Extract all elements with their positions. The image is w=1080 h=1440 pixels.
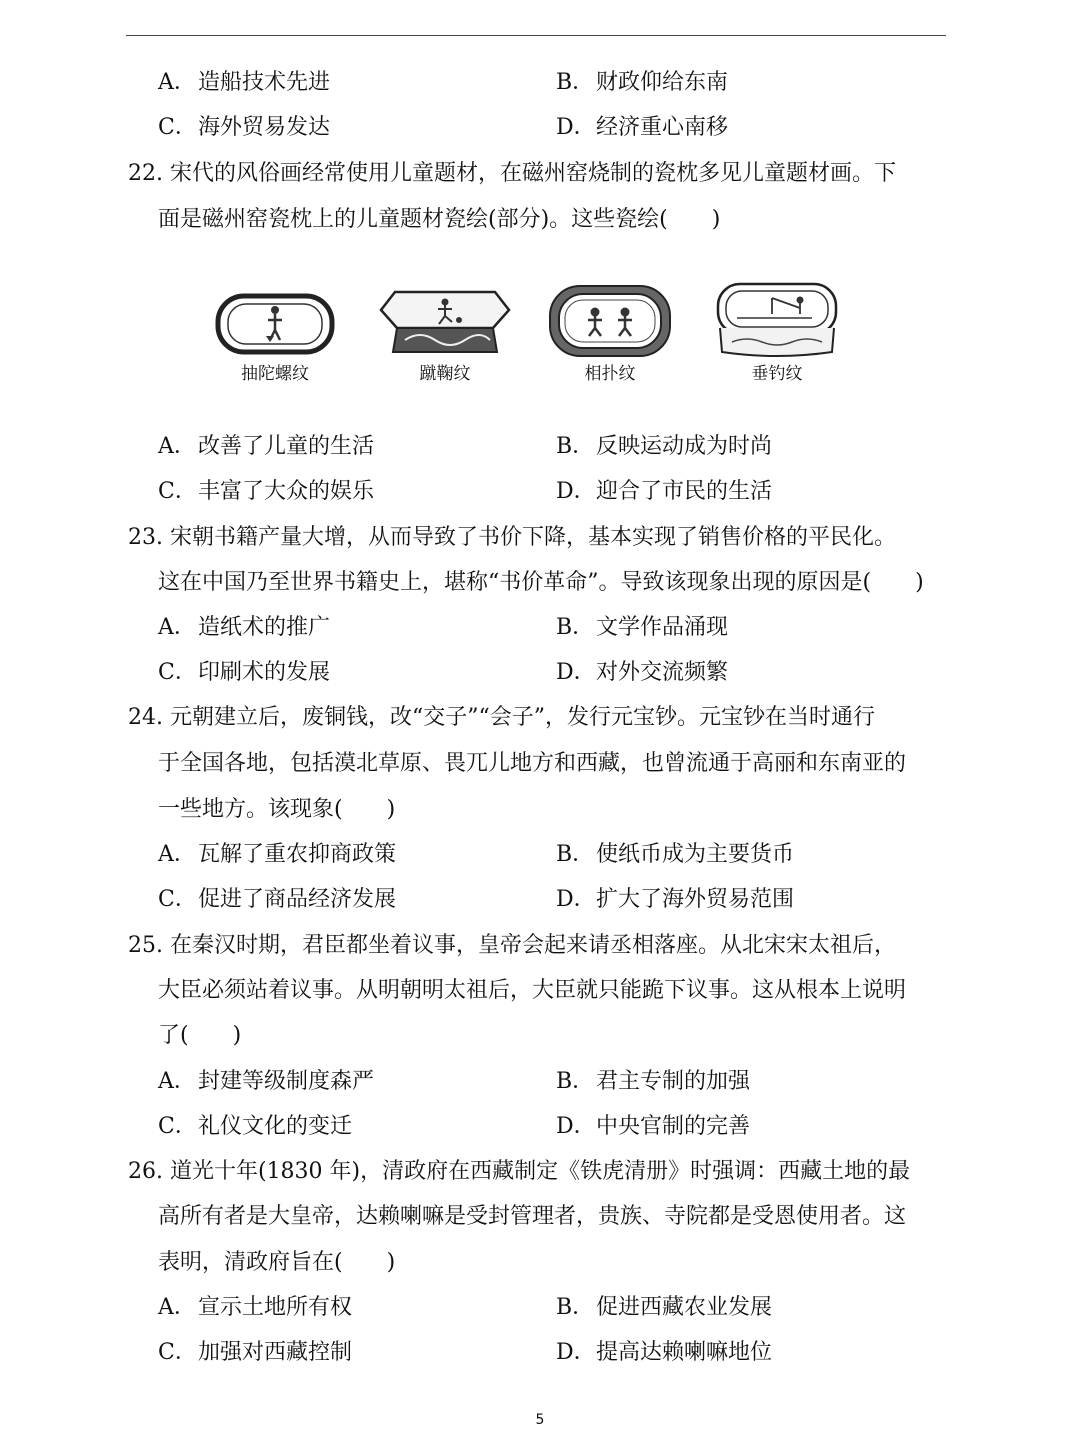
q22-option-d[interactable]: D．迎合了市民的生活	[556, 479, 773, 504]
q22-stem-line-2: 面是磁州窑瓷枕上的儿童题材瓷绘(部分)。这些瓷绘( )	[158, 207, 721, 232]
q25-option-a[interactable]: A．封建等级制度森严	[158, 1069, 375, 1094]
porcelain-pillow-figure	[200, 280, 860, 410]
q25-stem-line-2: 大臣必须站着议事。从明朝明太祖后，大臣就只能跪下议事。这从根本上说明	[158, 978, 907, 1003]
q26-stem-line-3: 表明，清政府旨在( )	[158, 1250, 396, 1275]
q25-option-d[interactable]: D．中央官制的完善	[556, 1114, 751, 1139]
q23-stem-line-1: 23. 宋朝书籍产量大增，从而导致了书价下降，基本实现了销售价格的平民化。	[128, 525, 896, 550]
q21-option-b[interactable]: B．财政仰给东南	[556, 70, 729, 95]
q26-stem-line-2: 高所有者是大皇帝，达赖喇嘛是受封管理者，贵族、寺院都是受恩使用者。这	[158, 1204, 907, 1229]
caption-wrestling: 相扑纹	[584, 364, 636, 384]
q26-option-a[interactable]: A．宣示土地所有权	[158, 1295, 353, 1320]
q24-option-a[interactable]: A．瓦解了重农抑商政策	[158, 842, 397, 867]
q23-option-a[interactable]: A．造纸术的推广	[158, 615, 331, 640]
q24-option-b[interactable]: B．使纸币成为主要货币	[556, 842, 795, 867]
q23-option-d[interactable]: D．对外交流频繁	[556, 660, 729, 685]
pillow-spinning-top	[210, 280, 360, 410]
q21-option-d[interactable]: D．经济重心南移	[556, 115, 729, 140]
q26-option-c[interactable]: C．加强对西藏控制	[158, 1340, 353, 1365]
q23-stem-line-2: 这在中国乃至世界书籍史上，堪称“书价革命”。导致该现象出现的原因是( )	[158, 570, 924, 595]
q25-stem-line-1: 25. 在秦汉时期，君臣都坐着议事，皇帝会起来请丞相落座。从北宋宋太祖后，	[128, 933, 896, 958]
pillow-wrestling	[545, 280, 695, 410]
q22-option-c[interactable]: C．丰富了大众的娱乐	[158, 479, 375, 504]
q23-option-c[interactable]: C．印刷术的发展	[158, 660, 331, 685]
q26-option-b[interactable]: B．促进西藏农业发展	[556, 1295, 773, 1320]
caption-cuju: 蹴鞠纹	[419, 364, 471, 384]
q26-stem-line-1: 26. 道光十年(1830 年)，清政府在西藏制定《铁虎清册》时强调：西藏土地的最	[128, 1159, 911, 1184]
pillow-spinning-top-image	[210, 280, 340, 360]
pillow-cuju-image	[375, 280, 515, 360]
q25-stem-line-3: 了( )	[158, 1023, 242, 1048]
q25-option-b[interactable]: B．君主专制的加强	[556, 1069, 751, 1094]
caption-fishing: 垂钓纹	[751, 364, 803, 384]
pillow-fishing	[712, 280, 862, 410]
header-rule	[126, 35, 946, 36]
q22-option-b[interactable]: B．反映运动成为时尚	[556, 434, 773, 459]
q24-stem-line-3: 一些地方。该现象( )	[158, 797, 396, 822]
q21-option-a[interactable]: A．造船技术先进	[158, 70, 331, 95]
page-number: 5	[535, 1412, 545, 1428]
q24-stem-line-2: 于全国各地，包括漠北草原、畏兀儿地方和西藏，也曾流通于高丽和东南亚的	[158, 751, 907, 776]
q22-stem-line-1: 22. 宋代的风俗画经常使用儿童题材，在磁州窑烧制的瓷枕多见儿童题材画。下	[128, 161, 896, 186]
q24-option-d[interactable]: D．扩大了海外贸易范围	[556, 887, 795, 912]
q21-option-c[interactable]: C．海外贸易发达	[158, 115, 331, 140]
q24-stem-line-1: 24. 元朝建立后，废铜钱，改“交子”“会子”，发行元宝钞。元宝钞在当时通行	[128, 705, 875, 730]
q23-option-b[interactable]: B．文学作品涌现	[556, 615, 729, 640]
q22-option-a[interactable]: A．改善了儿童的生活	[158, 434, 375, 459]
pillow-wrestling-image	[545, 280, 675, 360]
pillow-cuju	[375, 280, 525, 410]
q24-option-c[interactable]: C．促进了商品经济发展	[158, 887, 397, 912]
caption-spinning-top: 抽陀螺纹	[241, 364, 309, 384]
q26-option-d[interactable]: D．提高达赖喇嘛地位	[556, 1340, 773, 1365]
q25-option-c[interactable]: C．礼仪文化的变迁	[158, 1114, 353, 1139]
pillow-fishing-image	[712, 280, 842, 360]
